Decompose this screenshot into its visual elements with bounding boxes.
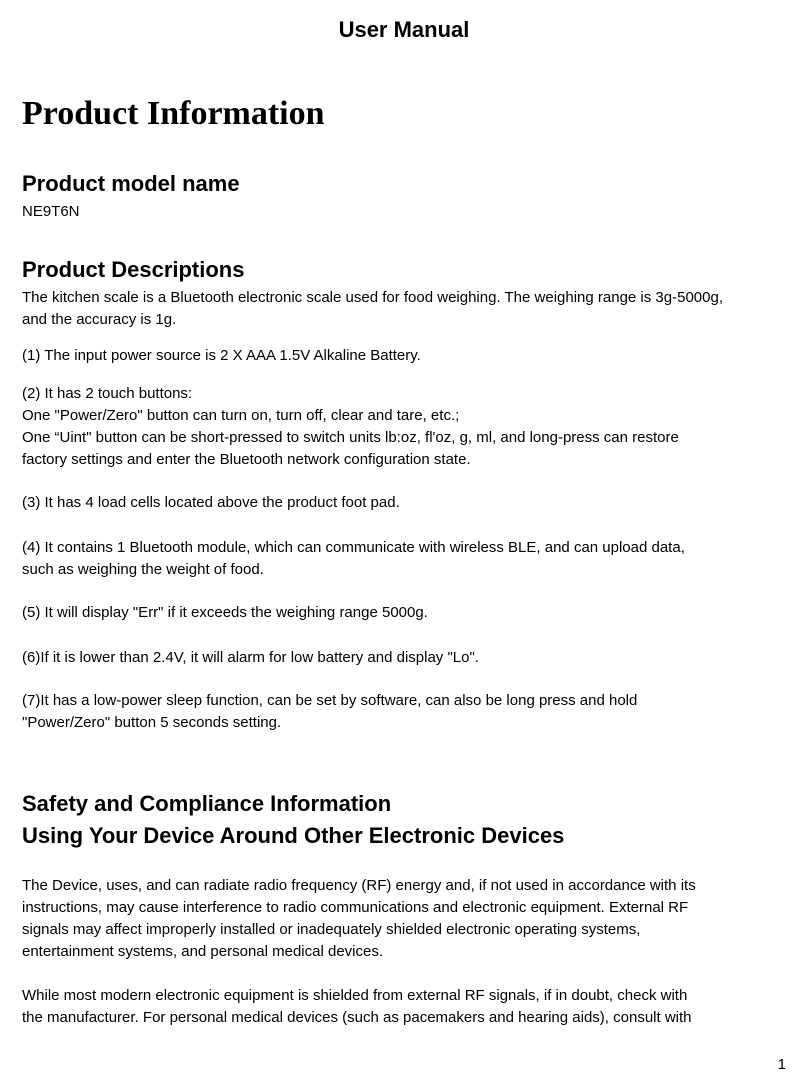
safety-paragraph-1 [22,875,792,963]
text-line: signals may affect improperly installed or inadequately shielded electronic operating systems, [22,921,641,938]
page-title: Product Information [22,95,325,132]
description-item-1 [22,345,792,367]
text-line: (5) It will display "Err" if it exceeds the weighing range 5000g. [22,604,428,621]
text-line: While most modern electronic equipment is shielded from external RF signals, if in doubt, check with [22,987,688,1004]
page-number: 1 [777,1056,786,1073]
text-line: One "Power/Zero" button can turn on, turn off, clear and tare, etc.; [22,407,460,424]
model-value: NE9T6N [22,203,80,220]
text-line: instructions, may cause interference to radio communications and electronic equipment. External RF [22,899,689,916]
text-line: (3) It has 4 load cells located above the product foot pad. [22,494,400,511]
description-intro [22,287,792,331]
safety-heading: Safety and Compliance Information [22,791,392,816]
model-heading: Product model name [22,171,240,196]
description-item-7 [22,690,792,734]
text-line: (4) It contains 1 Bluetooth module, which can communicate with wireless BLE, and can upload data, [22,539,685,556]
text-line: and the accuracy is 1g. [22,311,177,328]
description-item-5 [22,602,792,624]
description-item-4 [22,537,792,581]
text-line: (1) The input power source is 2 X AAA 1.5V Alkaline Battery. [22,347,421,364]
descriptions-heading: Product Descriptions [22,257,245,282]
devices-heading: Using Your Device Around Other Electronic Devices [22,823,565,848]
description-item-2 [22,383,792,471]
text-line: (2) It has 2 touch buttons: [22,385,193,402]
text-line: the manufacturer. For personal medical devices (such as pacemakers and hearing aids), consult with [22,1009,692,1026]
text-line: (7)It has a low-power sleep function, can be set by software, can also be long press and hold [22,692,638,709]
text-line: entertainment systems, and personal medical devices. [22,943,384,960]
text-line: (6)If it is lower than 2.4V, it will alarm for low battery and display "Lo". [22,649,479,666]
text-line: One “Uint" button can be short-pressed to switch units lb:oz, fl'oz, g, ml, and long-press can restore [22,429,679,446]
safety-paragraph-2 [22,985,792,1029]
text-line: factory settings and enter the Bluetooth network configuration state. [22,451,471,468]
text-line: The Device, uses, and can radiate radio frequency (RF) energy and, if not used in accordance with its [22,877,696,894]
text-line: The kitchen scale is a Bluetooth electronic scale used for food weighing. The weighing range is 3g-5000g, [22,289,723,306]
description-item-3 [22,492,792,514]
header-title: User Manual [338,17,470,42]
description-item-6 [22,647,792,669]
text-line: "Power/Zero" button 5 seconds setting. [22,714,282,731]
text-line: such as weighing the weight of food. [22,561,264,578]
